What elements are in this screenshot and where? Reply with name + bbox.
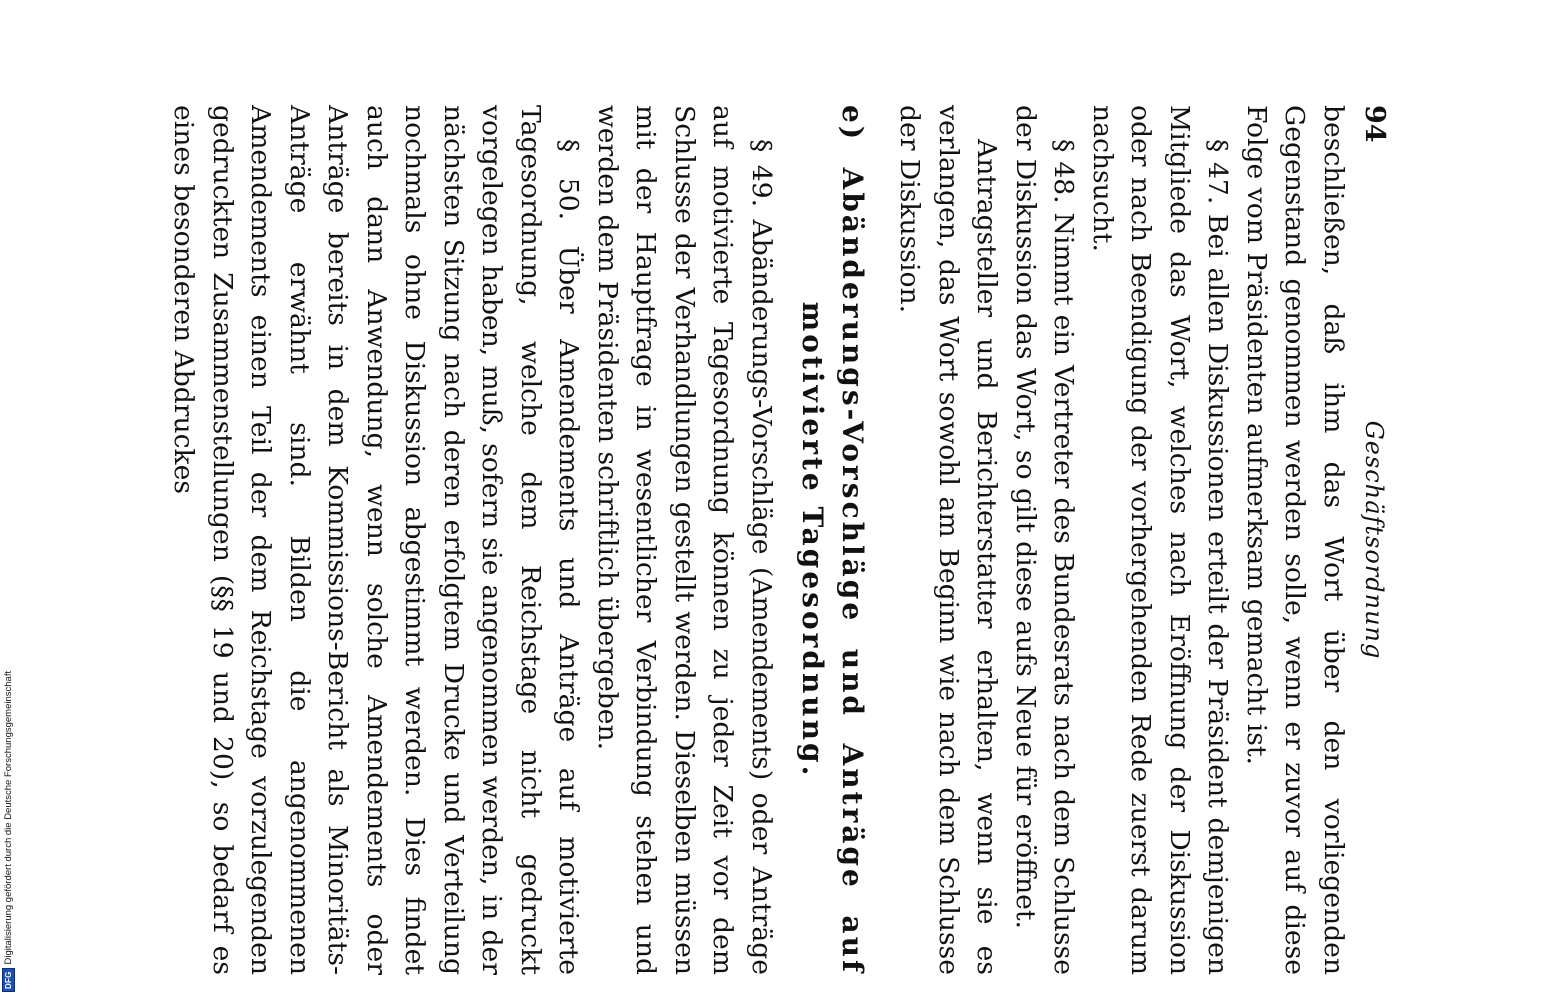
paragraph-section-49: § 49. Abänderungs-Vorschläge (Amendements) oder Anträge auf motivierte Tagesordnung können zu jeder Zeit vor dem Schlusse der Verhandlungen gestellt werden. Dieselben müssen mit der Hauptfrage in wesentlicher Verbindung stehen und werden dem Präsidenten schriftlich übergeben.	[592, 105, 777, 975]
running-title: Geschäftsordnung	[1360, 420, 1388, 660]
dfg-logo: DFG	[2, 969, 15, 993]
section-heading-line-2: motivierte Tagesordnung.	[796, 301, 829, 779]
paragraph-section-50: § 50. Über Amendements und Anträge auf motivierte Tagesordnung, welche dem Reichstage nicht gedruckt vorgelegen haben, muß, sofern sie angenommen werden, in der nächsten Sitzung nach deren erfolgtem Drucke und Verteilung nochmals ohne Diskussion abgestimmt werden. Dies findet auch dann Anwendung, wenn solche Amendements oder Anträge bereits in dem Kommissions-Bericht als Minoritäts-Anträge erwähnt sind. Bilden die angenommenen Amendements einen Teil der dem Reichstage vorzulegenden gedruckten Zusammenstellungen (§§ 19 und 20), so bedarf es eines besonderen Abdruckes	[168, 105, 585, 975]
section-heading-line-1: e) Abänderungs-Vorschläge und Anträge auf	[836, 105, 869, 975]
digitization-credit-inner	[0, 0, 16, 1000]
paragraph-section-48: § 48. Nimmt ein Vertreter des Bundesrats nach dem Schlusse der Diskussion das Wort, so gilt diese aufs Neue für eröffnet.	[1010, 105, 1080, 975]
book-page	[168, 105, 1390, 975]
digitization-credit-text: Digitalisierung gefördert durch die Deutsche Forschungsgemeinschaft	[2, 670, 14, 965]
page-number: 94	[1359, 105, 1390, 143]
rotated-page-container	[168, 105, 1390, 975]
page-body	[164, 105, 1352, 975]
paragraph-continuation: beschließen, daß ihm das Wort über den vorliegenden Gegenstand genommen werden solle, wenn er zuvor auf diese Folge vom Präsidenten aufmerksam gemacht ist.	[1241, 105, 1349, 975]
section-heading-e	[792, 105, 872, 975]
paragraph-section-47: § 47. Bei allen Diskussionen erteilt der Präsident demjenigen Mitgliede das Wort, welches nach Eröffnung der Diskussion oder nach Beendigung der vorhergehenden Rede zuerst darum nachsucht.	[1087, 105, 1234, 975]
digitization-credit-strip	[0, 0, 16, 1000]
paragraph-section-48-continued: Antragsteller und Berichterstatter erhalten, wenn sie es verlangen, das Wort sowohl am Beginn wie nach dem Schlusse der Diskussion.	[894, 105, 1003, 975]
running-head	[1352, 105, 1390, 975]
